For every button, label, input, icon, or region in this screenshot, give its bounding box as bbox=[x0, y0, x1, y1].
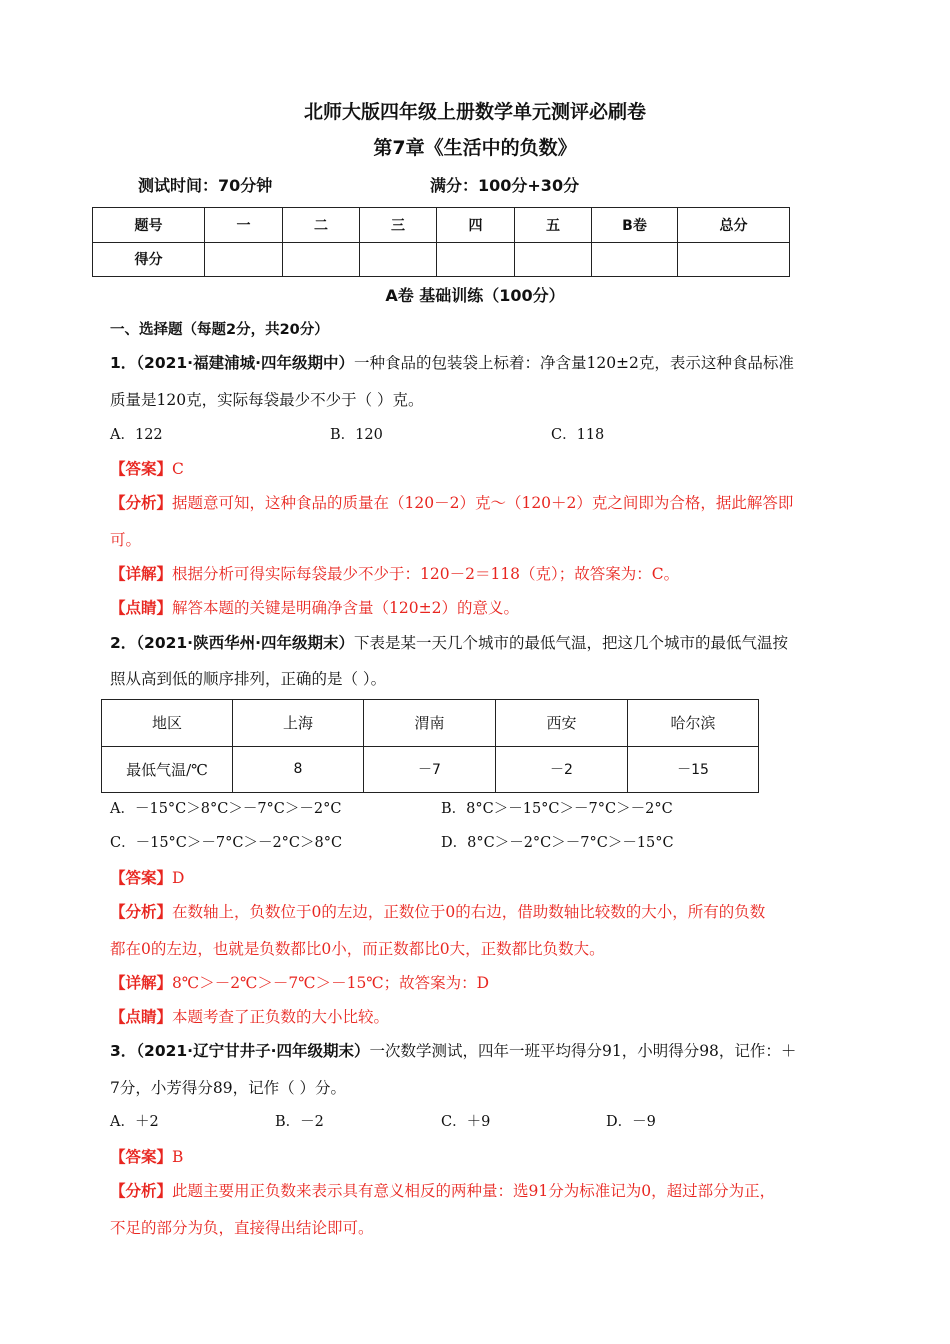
question-1 bbox=[110, 351, 794, 373]
analysis-text: 此题主要用正负数来表示具有意义相反的两种量：选91分为标准记为0，超过部分为正， bbox=[172, 1182, 776, 1200]
note-text: 解答本题的关键是明确净含量（120±2）的意义。 bbox=[172, 599, 519, 617]
question-number: 2． bbox=[110, 634, 137, 652]
detail-line bbox=[110, 562, 679, 584]
score-cell bbox=[283, 242, 360, 277]
analysis-tag: 【分析】 bbox=[110, 903, 173, 921]
question-text-line2: 质量是120克，实际每袋最少不少于（ ）克。 bbox=[110, 391, 424, 409]
table-header-cell: 总分 bbox=[678, 208, 790, 243]
question-number: 1． bbox=[110, 354, 137, 372]
answer-value: D bbox=[172, 869, 185, 887]
temperature-table bbox=[101, 699, 759, 793]
analysis-line bbox=[110, 491, 793, 513]
score-cell bbox=[360, 242, 437, 277]
analysis-text-line2: 可。 bbox=[110, 531, 142, 549]
question-text: 一种食品的包装袋上标着：净含量120±2克，表示这种食品标准 bbox=[353, 354, 794, 372]
note-tag: 【点睛】 bbox=[110, 599, 173, 617]
table-row bbox=[102, 700, 759, 747]
option-b: B．120 bbox=[330, 427, 383, 443]
question-source: （2021·陕西华州·四年级期末） bbox=[136, 634, 354, 652]
question-text-line2: 7分，小芳得分89，记作（ ）分。 bbox=[110, 1079, 347, 1097]
table-header-cell: 二 bbox=[283, 208, 360, 243]
question-source: （2021·福建浦城·四年级期中） bbox=[136, 354, 354, 372]
table-cell: 8 bbox=[233, 746, 364, 793]
table-row bbox=[93, 208, 790, 243]
answer-tag: 【答案】 bbox=[110, 460, 173, 478]
table-header-cell: 一 bbox=[205, 208, 283, 243]
table-cell: －15 bbox=[628, 746, 759, 793]
option-b: B．8°C＞－15°C＞－7°C＞－2°C bbox=[441, 801, 673, 817]
detail-tag: 【详解】 bbox=[110, 565, 173, 583]
table-row-label: 最低气温/℃ bbox=[102, 746, 233, 793]
table-row bbox=[102, 746, 759, 793]
section-a-title: A卷 基础训练（100分） bbox=[385, 286, 565, 305]
question-text: 下表是某一天几个城市的最低气温，把这几个城市的最低气温按 bbox=[353, 634, 788, 652]
table-header-cell: 哈尔滨 bbox=[628, 700, 759, 747]
part1-title: 一、选择题（每题2分，共20分） bbox=[110, 322, 329, 338]
answer-tag: 【答案】 bbox=[110, 1148, 173, 1166]
question-source: （2021·辽宁甘井子·四年级期末） bbox=[136, 1042, 370, 1060]
note-line bbox=[110, 596, 519, 618]
table-header-cell: 上海 bbox=[233, 700, 364, 747]
analysis-line bbox=[110, 1179, 775, 1201]
score-cell bbox=[515, 242, 592, 277]
answer-line bbox=[110, 866, 184, 888]
analysis-text-line2: 不足的部分为负，直接得出结论即可。 bbox=[110, 1219, 374, 1237]
table-row-label: 得分 bbox=[93, 242, 205, 277]
table-header-cell: 西安 bbox=[496, 700, 628, 747]
table-header-cell: 三 bbox=[360, 208, 437, 243]
note-line bbox=[110, 1005, 389, 1027]
score-cell bbox=[205, 242, 283, 277]
question-3 bbox=[110, 1039, 796, 1061]
table-cell: －7 bbox=[364, 746, 496, 793]
answer-value: C bbox=[172, 460, 184, 478]
option-d: D．－9 bbox=[606, 1114, 656, 1130]
question-number: 3． bbox=[110, 1042, 137, 1060]
note-text: 本题考查了正负数的大小比较。 bbox=[172, 1008, 390, 1026]
score-cell bbox=[437, 242, 515, 277]
page-subtitle: 第7章《生活中的负数》 bbox=[373, 137, 577, 159]
detail-line bbox=[110, 971, 489, 993]
table-header-cell: B卷 bbox=[592, 208, 678, 243]
answer-value: B bbox=[172, 1148, 184, 1166]
answer-tag: 【答案】 bbox=[110, 869, 173, 887]
table-header-cell: 五 bbox=[515, 208, 592, 243]
detail-text: 根据分析可得实际每袋最少不少于：120－2＝118（克）；故答案为：C。 bbox=[172, 565, 680, 583]
question-2 bbox=[110, 631, 788, 653]
note-tag: 【点睛】 bbox=[110, 1008, 173, 1026]
analysis-text-line2: 都在0的左边，也就是负数都比0小，而正数都比0大，正数都比负数大。 bbox=[110, 940, 605, 958]
analysis-tag: 【分析】 bbox=[110, 1182, 173, 1200]
answer-line bbox=[110, 457, 184, 479]
option-d: D．8°C＞－2°C＞－7°C＞－15°C bbox=[441, 835, 674, 851]
option-b: B．－2 bbox=[275, 1114, 324, 1130]
full-score: 满分：100分+30分 bbox=[430, 176, 580, 195]
analysis-text: 在数轴上，负数位于0的左边，正数位于0的右边，借助数轴比较数的大小，所有的负数 bbox=[172, 903, 766, 921]
table-header-cell: 题号 bbox=[93, 208, 205, 243]
page-title: 北师大版四年级上册数学单元测评必刷卷 bbox=[303, 101, 646, 123]
table-header-cell: 地区 bbox=[102, 700, 233, 747]
table-header-cell: 渭南 bbox=[364, 700, 496, 747]
table-cell: －2 bbox=[496, 746, 628, 793]
option-c: C．118 bbox=[551, 427, 605, 443]
detail-text: 8℃＞－2℃＞－7℃＞－15℃；故答案为：D bbox=[172, 974, 490, 992]
score-table bbox=[92, 207, 790, 277]
question-text-line2: 照从高到低的顺序排列，正确的是（ ）。 bbox=[110, 670, 387, 688]
test-time: 测试时间：70分钟 bbox=[138, 176, 273, 195]
analysis-text: 据题意可知，这种食品的质量在（120－2）克～（120＋2）克之间即为合格，据此解答即 bbox=[172, 494, 794, 512]
option-c: C．＋9 bbox=[441, 1114, 491, 1130]
detail-tag: 【详解】 bbox=[110, 974, 173, 992]
analysis-line bbox=[110, 900, 765, 922]
option-a: A．122 bbox=[110, 427, 163, 443]
option-a: A．－15°C＞8°C＞－7°C＞－2°C bbox=[110, 801, 342, 817]
answer-line bbox=[110, 1145, 183, 1167]
table-row bbox=[93, 242, 790, 277]
table-header-cell: 四 bbox=[437, 208, 515, 243]
option-a: A．＋2 bbox=[110, 1114, 159, 1130]
score-cell bbox=[592, 242, 678, 277]
question-text: 一次数学测试，四年一班平均得分91，小明得分98，记作：＋ bbox=[369, 1042, 797, 1060]
option-c: C．－15°C＞－7°C＞－2°C＞8°C bbox=[110, 835, 343, 851]
analysis-tag: 【分析】 bbox=[110, 494, 173, 512]
score-cell bbox=[678, 242, 790, 277]
